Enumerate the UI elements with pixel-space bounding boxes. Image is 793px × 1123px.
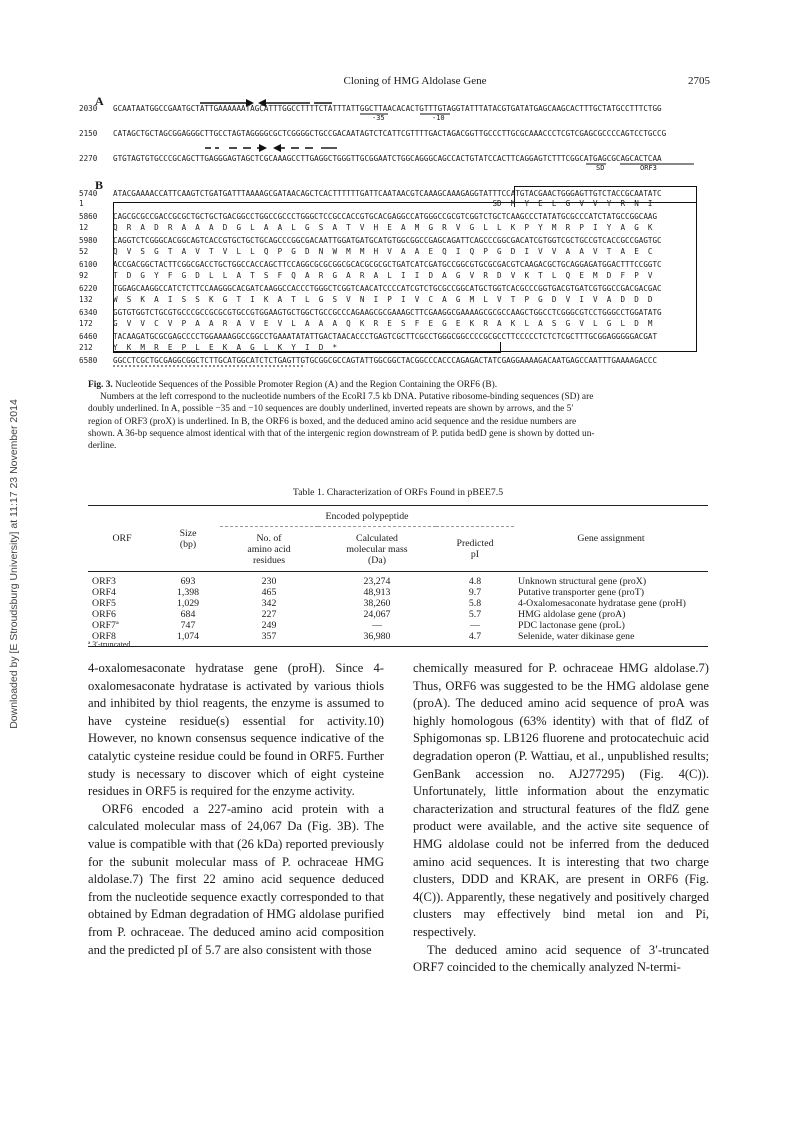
header-group: Encoded polypeptide — [220, 506, 514, 527]
seq-row-b-6340: 6340 GGTGTGGTCTGCGTGCCCGCCGCGCGTGCCGTGGAAGTGCTGGCTGCCGCCCAGAAGCGCGAAAGCTTCGAAGGCGAAAAGCGCGCCAAGCTGGCCTCGGGCGTCCTGGGCCTGGATATG — [79, 308, 662, 317]
panel-a-label: A — [95, 94, 104, 108]
seq-row-a2: 2150 CATAGCTGCTAGCGGAGGGCTTGCCTAGTAGGGGCGCTCGGGGCTGCCGACAATAGTCTCATTCGTTTTGACTAGACGGTTGCCCTTGCGCAAACCCTCGTCGAGCGCCCCAGTCCTGCCG — [79, 129, 667, 138]
aa-row-b-172: 172 G V V C V P A A R A V E V L A A A Q K R E S F E G E K R A K L A S G V L G L D M — [79, 319, 653, 328]
seq-row-a3: 2270 GTGTAGTGTGCCCGCAGCTTGAGGGAGTAGCTCGCAAAGCCTTGAGGCTGGGTTGCGGAATCTGGCAGGGCAGCCACTGTATCCACTTCAGGAGTCTTTCGGCATGAGCGCAGCACTCAA — [79, 154, 662, 163]
caption-label: Fig. 3. — [88, 380, 113, 390]
header-gene: Gene assignment — [514, 506, 708, 572]
table-row: ORF8 1,074 357 36,980 4.7 Selenide, water dikinase gene — [88, 631, 708, 647]
paragraph: 4-oxalomesaconate hydratase gene (proH). Since 4-oxalomesaconate hydratase is activated by various thiols and inhibited by thiol reagents, the enzyme is assumed to have cysteine residue(s) essential for activity.10) However, no known consensus sequence indicative of the catalytic cysteine residue could be found in ORF5. Further study is necessary to discover which of eight cysteine residues in ORF5 is required for the enzyme activity. — [88, 661, 384, 799]
page-number: 2705 — [688, 75, 710, 87]
caption-line-2: Numbers at the left correspond to the nucleotide numbers of the EcoRI 7.5 kb DNA. Putative ribosome-binding sequences (SD) are — [100, 392, 594, 403]
table-row: ORF6 684 227 24,067 5.7 HMG aldolase gene (proA) — [92, 609, 626, 620]
aa-row-b-52: 52 Q V S G T A V T V L L Q P G D N W M M H V A A E Q I Q P G D I V V A A V T A E C — [79, 247, 653, 256]
seq-row-a1: 2030 GCAATAATGGCCGAATGCTATTGAAAAAATAGCATTTGGCCTTTTCTATTTATTGGCTTAACACACTGTTTGTAGGTATTTATACGTGATATGAGCAAGCACTTTGCTATGCCTTTCTGG — [79, 104, 662, 113]
aa-row-b-212: 212 Y K M R E P L E K A G L K Y I D * — [79, 343, 338, 352]
panel-b-label: B — [95, 178, 104, 192]
paragraph: ORF6 encoded a 227-amino acid protein with a calculated molecular mass of 24,067 Da (Fig. 3B). The value is compatible with that (26 kDa) reported previously for the subunit molecular mass of P. ochraceae HMG aldolase.7) The first 22 amino acid sequence deduced from the nucleotide sequence exactly corresponded to that obtained by Edman degradation of HMG aldolase purified from P. ochraceae. The deduced amino acid composition and the predicted pI of 5.7 are also consistent with those — [88, 801, 384, 957]
header-size: Size (bp) — [156, 506, 220, 572]
aa-row-b-12: 12 Q R A D R A A A D G L A A L G S A T V H E A M G R V G L L K P Y M R P I Y A G K — [79, 223, 653, 232]
seq-row-b-5860: 5860 CAGCGCGCCGACCGCGCTGCTGCTGACGGCCTGGCCGCCCTGGGCTCCGCCACCGTGCACGAGGCCATGGGCCGCGTCGGTCTGCTCAAGCCCTATATGCGCCCATCTATGCCGGCAAG — [79, 212, 658, 221]
header-orf: ORF — [88, 506, 156, 572]
seq-row-b-6580: 6580 GGCCTCGCTGCGAGGCGGCTCTTGCATGGCATCTCTGAGTTGTGCGGCGCCAGTATTGGCGGCTACGGCCCACCCAGAGACTATCGAGGAAAAGACAATGAGCCAATTTGAAAAGACCC — [79, 356, 658, 365]
body-column-right — [413, 660, 709, 977]
orf-table — [88, 505, 708, 647]
seq-row-b-6220: 6220 TGGAGCAAGGCCATCTCTTCCAAGGGCACGATCAAGGCCACCCTGGGCTCGGTCAACATCCCCATCGTCTGCGCCGGCATGCTGGTCACGCCCGGTGACGTGATCGTGGCCGACGACGAC — [79, 284, 662, 293]
table-row: ORF7ª 747 249 — — PDC lactonase gene (proL) — [92, 620, 625, 631]
sd-label-a: SD — [596, 164, 605, 172]
caption-line-5: shown. A 36-bp sequence almost identical with that of the intergenic region downstream of P. putida bedD gene is shown by dotted un- — [88, 428, 595, 439]
aa-row-b-92: 92 T D G Y F G D L L A T S F Q A R G A R A L I I D A G V R D V K T L Q E M D F P V — [79, 271, 653, 280]
caption-line-4: region of ORF3 (proX) is underlined. In B, the ORF6 is boxed, and the deduced amino acid sequence and the residue numbers are — [88, 416, 577, 427]
table-footnote: ª 3′-truncated. — [88, 640, 133, 649]
header-mass: Calculated molecular mass (Da) — [318, 527, 436, 572]
seq-row-b-5980: 5980 CAGGTCTCGGGCACGGCAGTCACCGTGCTGCTGCAGCCCGGCGACAATTGGATGATGCATGTGGCGGCCGAGCAGATTCAGCCCGGCGACATCGTGGTCGCTGCCGTCACCGCCGAGTGC — [79, 236, 662, 245]
running-title: Cloning of HMG Aldolase Gene — [343, 75, 487, 87]
caption-line-6: derline. — [88, 441, 117, 452]
caption-line-1: Fig. 3. Nucleotide Sequences of the Possible Promoter Region (A) and the Region Containing the ORF6 (B). — [88, 380, 498, 390]
body-column-left — [88, 660, 384, 959]
minus10-label: -10 — [432, 114, 445, 122]
table-row: ORF3 693 230 23,274 4.8 Unknown structural gene (proX) — [92, 576, 647, 587]
inverted-repeat-arrows-2 — [205, 143, 345, 153]
seq-row-b-5740: 5740 ATACGAAAACCATTCAAGTCTGATGATTTAAAAGCGATAACAGCTCACTTTTTTGATTCAATAACGTCAAAGCAAAGAGGTATTTCCATGTACGAACTGGGAGTTGTCTACCGCAATATC — [79, 189, 662, 198]
minus35-label: -35 — [372, 114, 385, 122]
aa-row-b-132: 132 W S K A I S S K G T I K A T L G S V N I P I V C A G M L V T P G D V I V A D D D — [79, 295, 653, 304]
table-row: ORF5 1,029 342 38,260 5.8 4-Oxalomesaconate hydratase gene (proH) — [92, 598, 686, 609]
aa-row-b-1: 1 SD M Y E L G V V Y R N I — [79, 199, 653, 208]
paragraph: chemically measured for P. ochraceae HMG aldolase.7) Thus, ORF6 was suggested to be the HMG aldolase gene (proA). The deduced amino acid sequence of proA was highly homologous (63% identity) with that of fldZ of Sphigomonas sp. LB126 fluorene and protocatechuic acid degradation operon (P. Wattiau, et al., unpublished results; GenBank accession no. AJ277295) (Fig. 4(C)). Unfortunately, little information about the enzymatic characterization and structural features of the fldZ gene product were available, and the active site sequence of HMG aldolase could not be inferred from the deduced amino acid sequences. It is interesting that two charge clusters, DDD and KRAK, are present in ORF6 (Fig. 4(C)). Apparently, these negatively and positively charged clusters may effectively bind metal ion and Pi, respectively. — [413, 661, 709, 939]
seq-row-b-6100: 6100 ACCGACGGCTACTTCGGCGACCTGCTGGCCACCAGCTTCCAGGCGCGCGGCGCACGCGCGCTGATCATCGATGCCGGCGTGCGCGACGTCAAGACGCTGCAGGAGATGGACTTTCCGGTC — [79, 260, 662, 269]
download-watermark: Downloaded by [E Stroudsburg University] at 11:17 23 November 2014 — [8, 399, 20, 729]
orf3-label: ORF3 — [640, 164, 657, 172]
dotted-underline — [113, 365, 313, 368]
table-title: Table 1. Characterization of ORFs Found in pBEE7.5 — [292, 487, 504, 498]
table-row: ORF4 1,398 465 48,913 9.7 Putative transporter gene (proT) — [92, 587, 644, 598]
caption-line-3: doubly underlined. In A, possible −35 and −10 sequences are doubly underlined, inverted repeats are shown by arrows, and the 5′ — [88, 404, 574, 415]
paragraph: The deduced amino acid sequence of 3′-truncated ORF7 coincided to the chemically analyzed N-termi- — [413, 942, 709, 975]
header-residues: No. of amino acid residues — [220, 527, 318, 572]
header-pi: Predicted pI — [436, 527, 514, 572]
promoter-underlines — [360, 113, 470, 116]
figure-caption — [88, 379, 708, 452]
seq-row-b-6460: 6460 TACAAGATGCGCGAGCCCCTGGAAAAGGCCGGCCTGAAATATATTGACTAACACCCTGAGTCGCTTCGCCTGGGCGGCCCCGCGCCTTCCCCCTCTCTCGCTTTGCGGAGGGGGACGAT — [79, 332, 658, 341]
